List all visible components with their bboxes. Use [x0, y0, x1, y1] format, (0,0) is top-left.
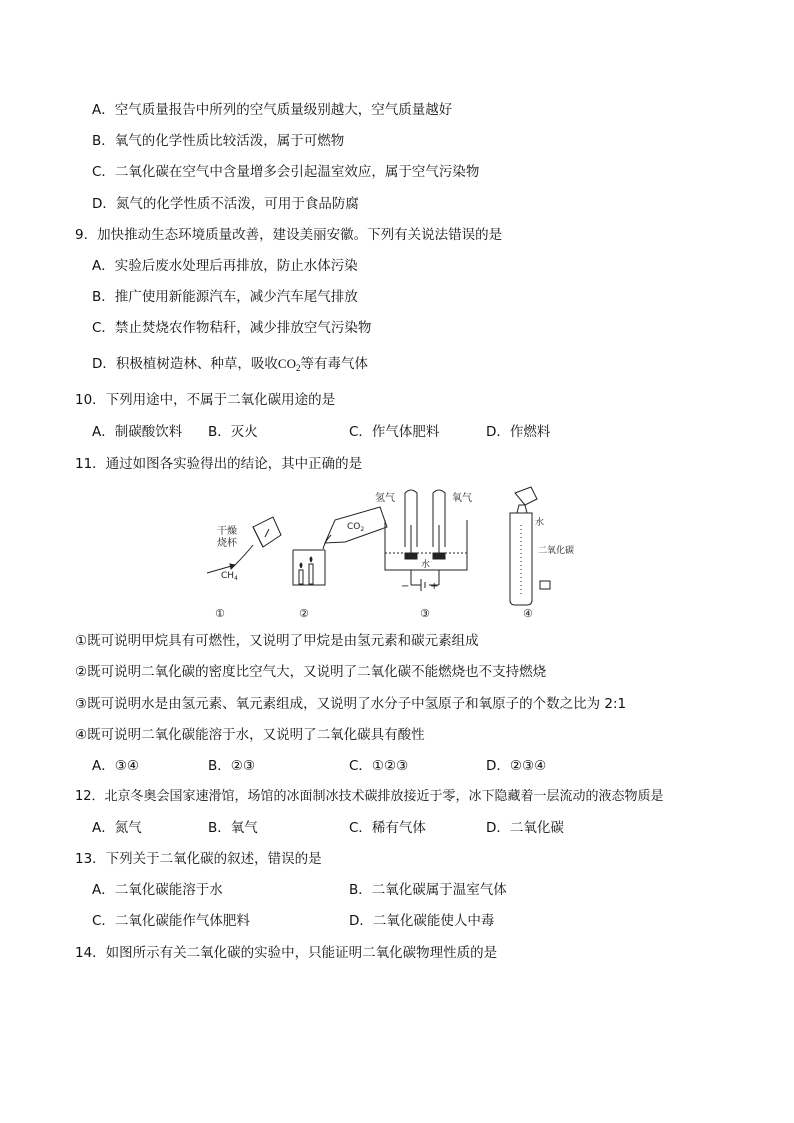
q10-stem: 10．下列用途中，不属于二氧化碳用途的是 — [75, 392, 336, 408]
q9-option-b: B．推广使用新能源汽车，减少汽车尾气排放 — [92, 289, 358, 305]
q10-option-b: B．灭火 — [208, 424, 258, 440]
co2-bottle-label-base: CO — [347, 522, 361, 532]
experiment-3-diagram — [385, 490, 467, 591]
q10-option-d: D．作燃料 — [486, 424, 551, 440]
q8-option-c: C．二氧化碳在空气中含量增多会引起温室效应，属于空气污染物 — [92, 164, 480, 180]
dry-beaker-label-1: 干燥 — [217, 526, 237, 537]
q9-stem: 9．加快推动生态环境质量改善，建设美丽安徽。下列有关说法错误的是 — [75, 227, 503, 243]
q11-statement-4: ④既可说明二氧化碳能溶于水，又说明了二氧化碳具有酸性 — [75, 727, 425, 743]
q11-option-b: B．②③ — [208, 758, 255, 774]
q13-option-c: C．二氧化碳能作气体肥料 — [92, 913, 250, 929]
ch4-label-base: CH — [221, 571, 235, 581]
q11-option-d: D．②③④ — [486, 758, 547, 774]
q14-stem: 14．如图所示有关二氧化碳的实验中，只能证明二氧化碳物理性质的是 — [75, 945, 498, 961]
co2-bottle-contents-label: 二氧化碳 — [538, 546, 575, 556]
co2-formula — [278, 356, 301, 371]
water-label-bottle: 水 — [535, 518, 545, 528]
q10-option-c: C．作气体肥料 — [349, 424, 440, 440]
experiment-2-diagram — [293, 507, 387, 585]
q13-option-d: D．二氧化碳能使人中毒 — [349, 913, 495, 929]
q12-option-c: C．稀有气体 — [349, 820, 426, 836]
q13-stem: 13．下列关于二氧化碳的叙述，错误的是 — [75, 851, 322, 867]
q12-option-a: A．氮气 — [92, 820, 142, 836]
q12-stem: 12．北京冬奥会国家速滑馆，场馆的冰面制冰技术碳排放接近于零，冰下隐藏着一层流动的液态物质是 — [75, 789, 664, 804]
q8-option-d: D．氮气的化学性质不活泼，可用于食品防腐 — [92, 196, 359, 212]
q9-option-a: A．实验后废水处理后再排放，防止水体污染 — [92, 258, 358, 274]
positive-terminal: + — [430, 581, 439, 592]
q11-statement-1: ①既可说明甲烷具有可燃性，又说明了甲烷是由氢元素和碳元素组成 — [75, 633, 479, 649]
hydrogen-label: 氢气 — [375, 493, 395, 504]
oxygen-label: 氧气 — [452, 493, 472, 504]
experiment-figure — [195, 485, 590, 625]
q11-option-a: A．③④ — [92, 758, 139, 774]
figure-number-4: ④ — [523, 607, 533, 620]
ch4-label — [221, 571, 238, 582]
co2-bottle-label — [347, 522, 364, 533]
q8-option-b: B．氧气的化学性质比较活泼，属于可燃物 — [92, 133, 345, 149]
q13-option-a: A．二氧化碳能溶于水 — [92, 882, 223, 898]
q11-statement-3: ③既可说明水是由氢元素、氧元素组成，又说明了水分子中氢原子和氧原子的个数之比为 2:1 — [75, 696, 627, 712]
q8-option-a: A．空气质量报告中所列的空气质量级别越大，空气质量越好 — [92, 102, 453, 118]
figure-number-2: ② — [299, 607, 309, 620]
q9-option-c: C．禁止焚烧农作物秸秆，减少排放空气污染物 — [92, 320, 372, 336]
q11-option-c: C．①②③ — [349, 758, 409, 774]
figure-number-3: ③ — [420, 607, 430, 620]
figure-number-1: ① — [215, 607, 225, 620]
ch4-label-sub: 4 — [234, 575, 238, 582]
negative-terminal: − — [401, 581, 410, 592]
q12-option-b: B．氧气 — [208, 820, 258, 836]
q9-option-d-text: D．积极植树造林、种草，吸收 — [92, 356, 278, 372]
co2-formula-sub: 2 — [295, 363, 301, 373]
water-label-electrolysis: 水 — [421, 560, 431, 570]
dry-beaker-label-2: 烧杯 — [217, 538, 237, 549]
q9-option-d-tail: 等有毒气体 — [300, 356, 368, 372]
q11-statement-2: ②既可说明二氧化碳的密度比空气大，又说明了二氧化碳不能燃烧也不支持燃烧 — [75, 664, 547, 680]
q9-option-d — [92, 355, 368, 377]
q13-option-b: B．二氧化碳属于温室气体 — [349, 882, 507, 898]
q11-stem: 11．通过如图各实验得出的结论，其中正确的是 — [75, 456, 363, 472]
co2-bottle-label-sub: 2 — [360, 526, 365, 533]
q10-option-a: A．制碳酸饮料 — [92, 424, 183, 440]
co2-formula-base: CO — [277, 356, 296, 371]
q12-option-d: D．二氧化碳 — [486, 820, 564, 836]
